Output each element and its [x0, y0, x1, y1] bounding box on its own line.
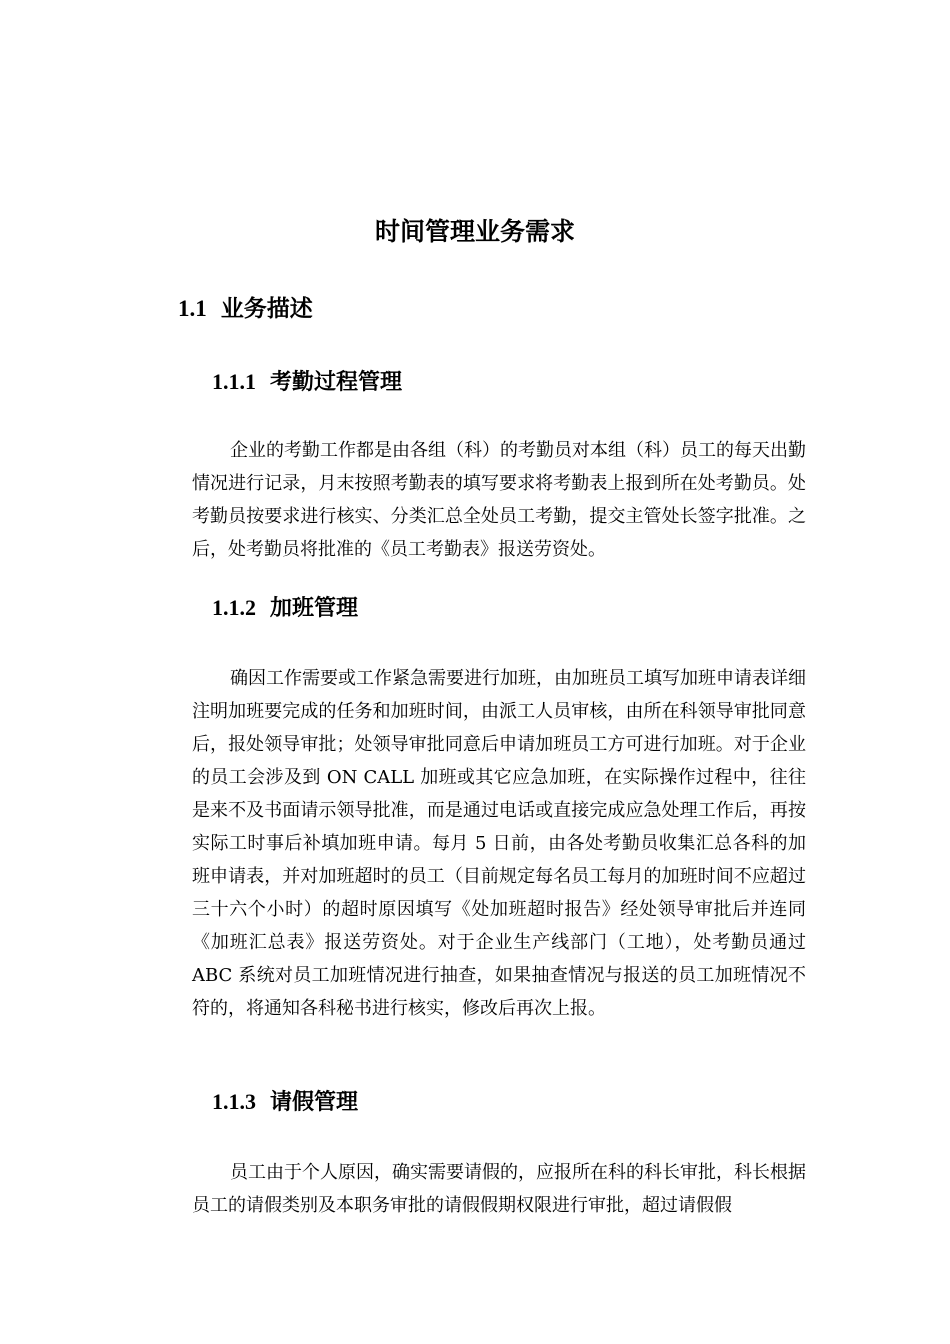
section-heading: [178, 289, 313, 329]
subsection-heading-overtime: [212, 588, 358, 629]
section-number: 1.1: [178, 296, 207, 321]
subsection-number: 1.1.3: [212, 1089, 256, 1114]
subsection-heading-attendance: [212, 362, 402, 403]
subsection-title: 加班管理: [270, 596, 359, 621]
subsection-title: 请假管理: [270, 1090, 359, 1115]
subsection-number: 1.1.2: [212, 595, 256, 620]
section-title: 业务描述: [220, 296, 313, 322]
paragraph-attendance: 企业的考勤工作都是由各组（科）的考勤员对本组（科）员工的每天出勤情况进行记录，月末按照考勤表的填写要求将考勤表上报到所在处考勤员。处考勤员按要求进行核实、分类汇总全处员工考勤，提交主管处长签字批准。之后，处考勤员将批准的《员工考勤表》报送劳资处。: [192, 440, 806, 560]
subsection-title: 考勤过程管理: [270, 370, 403, 395]
subsection-number: 1.1.1: [212, 369, 256, 394]
paragraph-overtime: 确因工作需要或工作紧急需要进行加班，由加班员工填写加班申请表详细注明加班要完成的任务和加班时间，由派工人员审核，由所在科领导审批同意后，报处领导审批；处领导审批同意后申请加班员工方可进行加班。对于企业的员工会涉及到 ON CALL 加班或其它应急加班，在实际操作过程中，往往是来不及书面请示领导批准，而是通过电话或直接完成应急处理工作后，再按实际工时事后补填加班申请。每月 5 日前，由各处考勤员收集汇总各科的加班申请表，并对加班超时的员工（目前规定每名员工每月的加班时间不应超过三十六个小时）的超时原因填写《处加班超时报告》经处领导审批后并连同《加班汇总表》报送劳资处。对于企业生产线部门（工地），处考勤员通过 ABC 系统对员工加班情况进行抽查，如果抽查情况与报送的员工加班情况不符的，将通知各科秘书进行核实，修改后再次上报。: [192, 668, 806, 1019]
paragraph-leave: 员工由于个人原因，确实需要请假的，应报所在科的科长审批，科长根据员工的请假类别及本职务审批的请假假期权限进行审批，超过请假假: [192, 1162, 806, 1216]
subsection-heading-leave: [212, 1082, 358, 1123]
document-title: 时间管理业务需求: [374, 217, 575, 246]
